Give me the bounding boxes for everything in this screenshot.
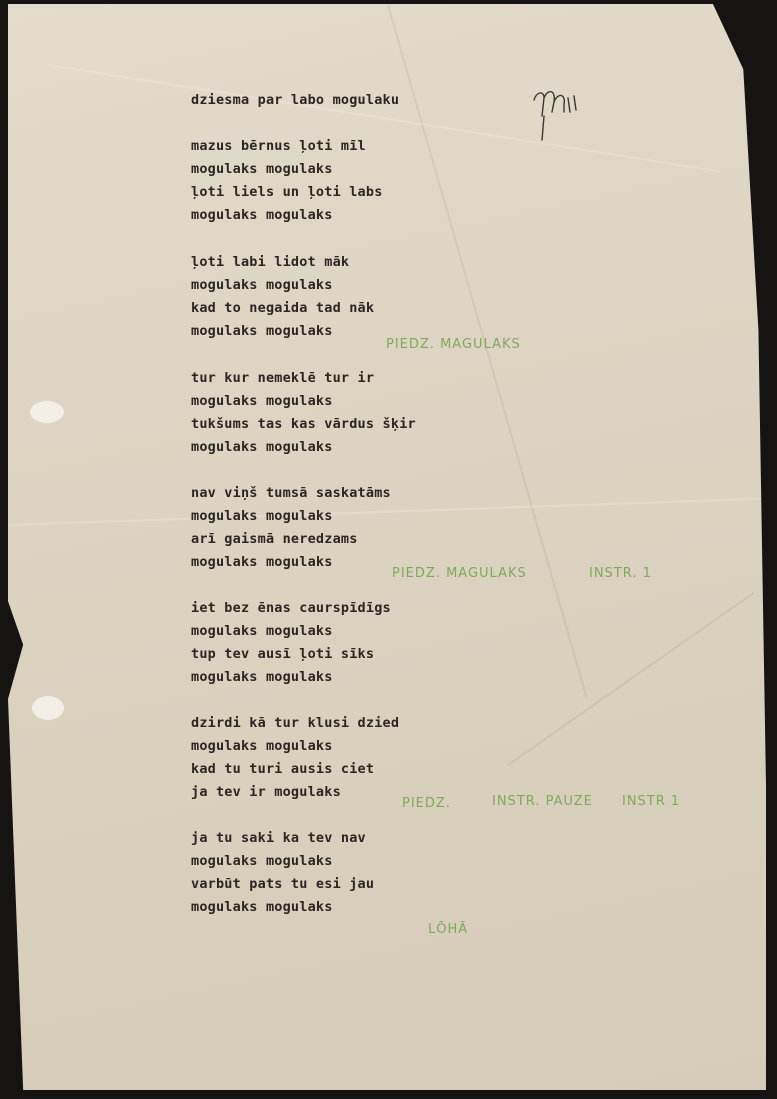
handwritten-annotation: PIEDZ. <box>402 796 451 811</box>
handwritten-annotation: PIEDZ. MAGULAKS <box>392 566 527 581</box>
paper-sheet <box>8 4 766 1090</box>
lyric-line: ļoti liels un ļoti labs <box>191 184 383 200</box>
paper-crease <box>507 592 754 766</box>
lyric-line: ja tu saki ka tev nav <box>191 830 366 846</box>
lyric-line: mogulaks mogulaks <box>191 623 333 639</box>
signature-mark <box>528 82 584 142</box>
lyric-line: mazus bērnus ļoti mīl <box>191 138 366 154</box>
handwritten-annotation: PIEDZ. MAGULAKS <box>386 337 521 352</box>
lyric-line: dzirdi kā tur klusi dzied <box>191 715 400 731</box>
lyric-line: mogulaks mogulaks <box>191 738 333 754</box>
lyric-line: kad to negaida tad nāk <box>191 300 375 316</box>
lyric-line: mogulaks mogulaks <box>191 899 333 915</box>
lyric-line: mogulaks mogulaks <box>191 853 333 869</box>
lyric-line: kad tu turi ausis ciet <box>191 761 375 777</box>
lyric-line: tur kur nemeklē tur ir <box>191 370 375 386</box>
handwritten-annotation: INSTR. PAUZE <box>492 794 593 809</box>
lyric-line: tukšums tas kas vārdus šķir <box>191 416 416 432</box>
lyric-line: iet bez ēnas caurspīdīgs <box>191 600 391 616</box>
lyric-line: mogulaks mogulaks <box>191 393 333 409</box>
lyric-line: mogulaks mogulaks <box>191 554 333 570</box>
lyric-line: nav viņš tumsā saskatāms <box>191 485 391 501</box>
lyric-line: mogulaks mogulaks <box>191 323 333 339</box>
handwritten-annotation: INSTR 1 <box>622 794 681 809</box>
lyric-line: mogulaks mogulaks <box>191 207 333 223</box>
song-title: dziesma par labo mogulaku <box>191 92 400 108</box>
punch-hole <box>32 696 64 720</box>
lyric-line: ļoti labi lidot māk <box>191 254 350 270</box>
lyric-line: ja tev ir mogulaks <box>191 784 341 800</box>
punch-hole <box>30 401 64 423</box>
lyric-line: varbūt pats tu esi jau <box>191 876 375 892</box>
lyric-line: mogulaks mogulaks <box>191 439 333 455</box>
lyric-line: mogulaks mogulaks <box>191 508 333 524</box>
handwritten-annotation: INSTR. 1 <box>589 566 652 581</box>
lyric-line: mogulaks mogulaks <box>191 161 333 177</box>
lyric-line: tup tev ausī ļoti sīks <box>191 646 375 662</box>
handwritten-annotation: LŌHĀ <box>428 922 469 937</box>
paper-crease <box>48 64 720 172</box>
lyric-line: mogulaks mogulaks <box>191 669 333 685</box>
lyric-line: arī gaismā neredzams <box>191 531 358 547</box>
lyric-line: mogulaks mogulaks <box>191 277 333 293</box>
